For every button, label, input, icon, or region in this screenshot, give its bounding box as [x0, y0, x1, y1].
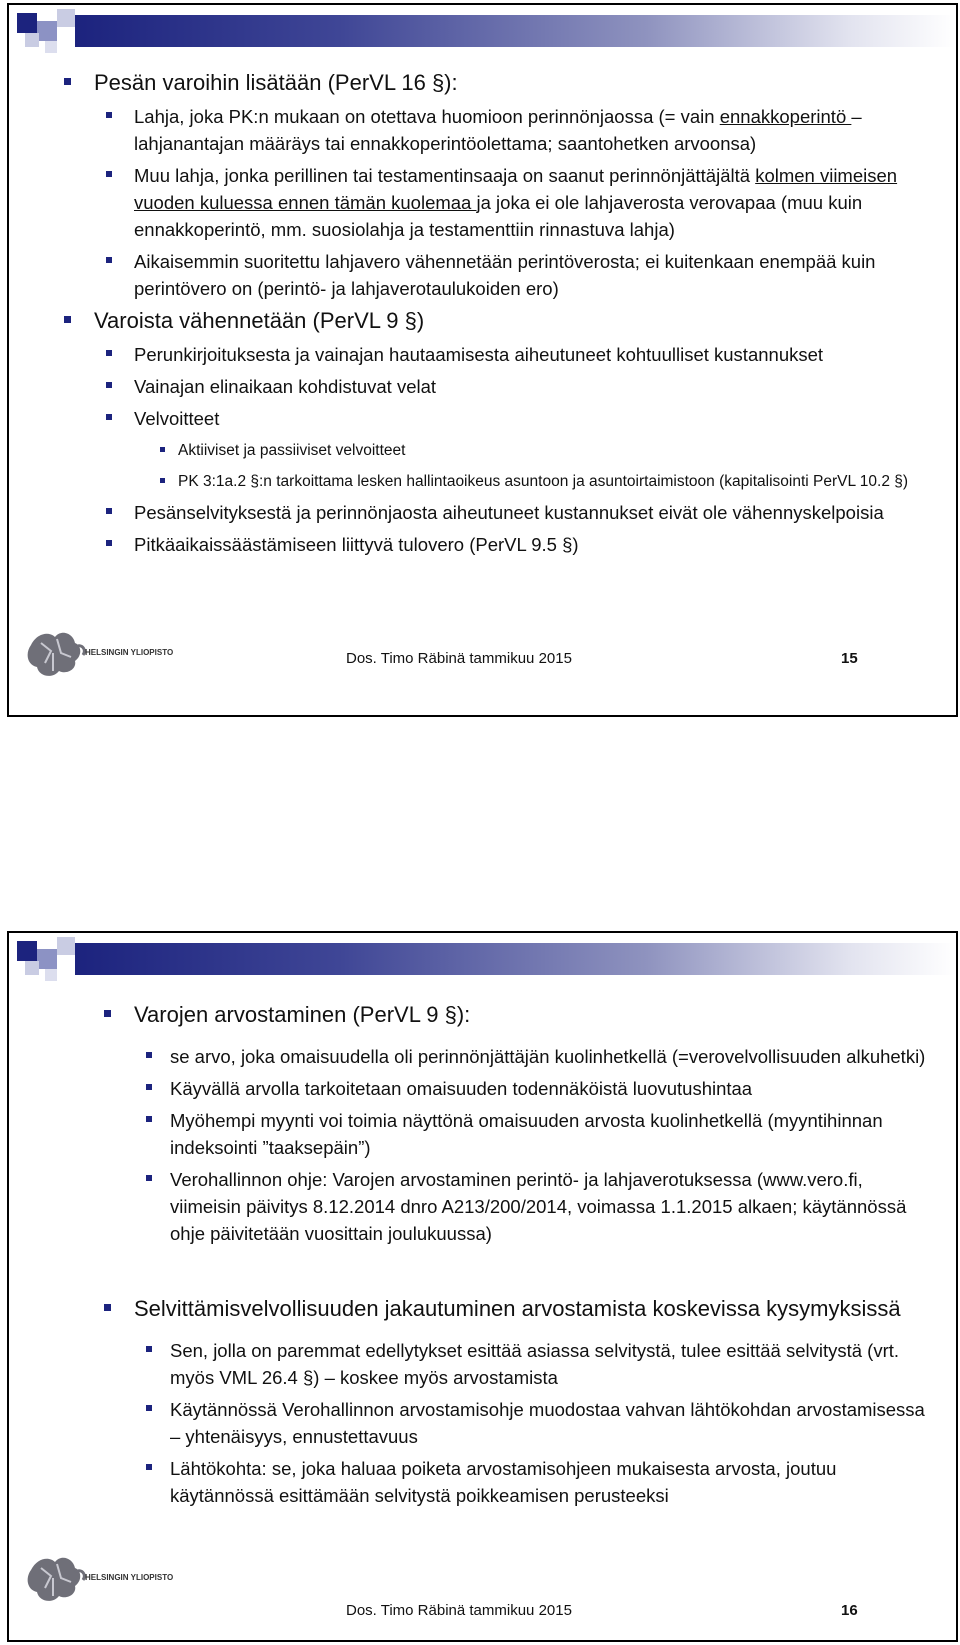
bullet-level-3 — [160, 437, 944, 464]
bullet-text: Pesän varoihin lisätään (PerVL 16 §): — [94, 70, 458, 95]
bullet-text: Perunkirjoituksesta ja vainajan hautaamisesta aiheutuneet kohtuulliset kustannukset — [134, 344, 824, 365]
bullet-level-2 — [146, 1075, 934, 1102]
bullet-level-2 — [106, 103, 944, 157]
slide-15 — [7, 3, 958, 717]
university-logo — [23, 1548, 183, 1608]
bullet-level-2 — [106, 248, 944, 302]
bullet-text: Verohallinnon ohje: Varojen arvostaminen perintö- ja lahjaverotuksessa (www.vero.fi, viimeisin päivitys 8.12.2014 dnro A213/200/2014, voimassa 1.1.2015 alkaen; käytännössä ohje päivitetään vuosittain joulukuussa) — [170, 1169, 907, 1244]
title-bar-decoration — [9, 5, 956, 55]
bullet-text: Aikaisemmin suoritettu lahjavero vähennetään perintöverosta; ei kuitenkaan enempää kuin perintövero on (perintö- ja lahjaverotaulukoiden ero) — [134, 251, 876, 299]
bullet-text: Velvoitteet — [134, 408, 220, 429]
bullet-level-2 — [146, 1107, 934, 1161]
bullet-level-2 — [146, 1455, 934, 1509]
bullet-level-2 — [146, 1043, 934, 1070]
bullet-text: Selvittämisvelvollisuuden jakautuminen arvostamista koskevissa kysymyksissä — [134, 1296, 901, 1321]
slide-16 — [7, 931, 958, 1642]
bullet-level-1 — [104, 1292, 934, 1325]
bullet-level-2 — [106, 162, 944, 243]
bullet-level-3 — [160, 468, 944, 495]
svg-text:HELSINGIN YLIOPISTO: HELSINGIN YLIOPISTO — [85, 1573, 174, 1582]
bullet-level-2 — [106, 405, 944, 432]
bullet-text-part: Muu lahja, jonka perillinen tai testamentinsaaja on saanut perinnönjättäjältä — [134, 165, 756, 186]
bullet-level-2 — [106, 341, 944, 368]
slide-16-content — [104, 998, 934, 1514]
bullet-level-1 — [64, 69, 944, 96]
bullet-text-part: Lahja, joka PK:n mukaan on otettava huomioon perinnönjaossa (= vain — [134, 106, 720, 127]
bullet-text: Pesänselvityksestä ja perinnönjaosta aiheutuneet kustannukset eivät ole vähennyskelpoisia — [134, 502, 884, 523]
title-bar-decoration — [9, 933, 956, 983]
spacer — [104, 1252, 934, 1292]
bullet-text: Vainajan elinaikaan kohdistuvat velat — [134, 376, 437, 397]
bullet-level-2 — [106, 531, 944, 558]
bullet-level-2 — [106, 499, 944, 526]
svg-text:HELSINGIN YLIOPISTO: HELSINGIN YLIOPISTO — [85, 648, 174, 657]
bullet-text: Käyvällä arvolla tarkoitetaan omaisuuden todennäköistä luovutushintaa — [170, 1078, 753, 1099]
bullet-level-1 — [104, 998, 934, 1031]
bullet-text: Käytännössä Verohallinnon arvostamisohje muodostaa vahvan lähtökohdan arvostamisessa – yhtenäisyys, ennustettavuus — [170, 1399, 925, 1447]
bullet-level-2 — [106, 373, 944, 400]
bullet-text: PK 3:1a.2 §:n tarkoittama lesken hallintaoikeus asuntoon ja asuntoirtaimistoon (kapitalisointi PerVL 10.2 §) — [178, 473, 909, 490]
bullet-text-part: kolmen viimeisen vuoden kuluessa ennen tämän kuolemaa — [134, 165, 898, 213]
bullet-level-1 — [64, 307, 944, 334]
bullet-text: Myöhempi myynti voi toimia näyttönä omaisuuden arvosta kuolinhetkellä (myyntihinnan indeksointi ”taaksepäin”) — [170, 1110, 883, 1158]
bullet-text: se arvo, joka omaisuudella oli perinnönjättäjän kuolinhetkellä (=verovelvollisuuden alkuhetki) — [170, 1046, 926, 1067]
bullet-level-2 — [146, 1166, 934, 1247]
university-logo — [23, 623, 183, 683]
bullet-text: Sen, jolla on paremmat edellytykset esittää asiassa selvitystä, tulee esittää selvitystä (vrt. myös VML 26.4 §) – koskee myös arvostamista — [170, 1340, 900, 1388]
bullet-text-part: ja joka ei ole lahjaverosta verovapaa (muu kuin ennakkoperintö, mm. suosiolahja ja testamenttiin rinnastuva lahja) — [134, 192, 863, 240]
bullet-text: Varoista vähennetään (PerVL 9 §) — [94, 308, 425, 333]
footer-author: Dos. Timo Räbinä tammikuu 2015 — [346, 650, 572, 667]
bullet-text: Pitkäaikaissäästämiseen liittyvä tulovero (PerVL 9.5 §) — [134, 534, 579, 555]
bullet-level-2 — [146, 1337, 934, 1391]
bullet-text-part: ennakkoperintö — [719, 106, 852, 127]
page-number: 15 — [841, 650, 858, 667]
bullet-text-part: – lahjanantajan määräys tai ennakkoperintöolettama; saantohetken arvoonsa) — [134, 106, 862, 154]
bullet-text: Aktiiviset ja passiiviset velvoitteet — [178, 442, 406, 459]
footer-author: Dos. Timo Räbinä tammikuu 2015 — [346, 1602, 572, 1619]
bullet-level-2 — [146, 1396, 934, 1450]
page-number: 16 — [841, 1602, 858, 1619]
bullet-text: Varojen arvostaminen (PerVL 9 §): — [134, 1002, 471, 1027]
slide-15-content — [64, 69, 944, 563]
bullet-text: Lähtökohta: se, joka haluaa poiketa arvostamisohjeen mukaisesta arvosta, joutuu käytännössä esittämään selvitystä poikkeamisen perusteeksi — [170, 1458, 837, 1506]
